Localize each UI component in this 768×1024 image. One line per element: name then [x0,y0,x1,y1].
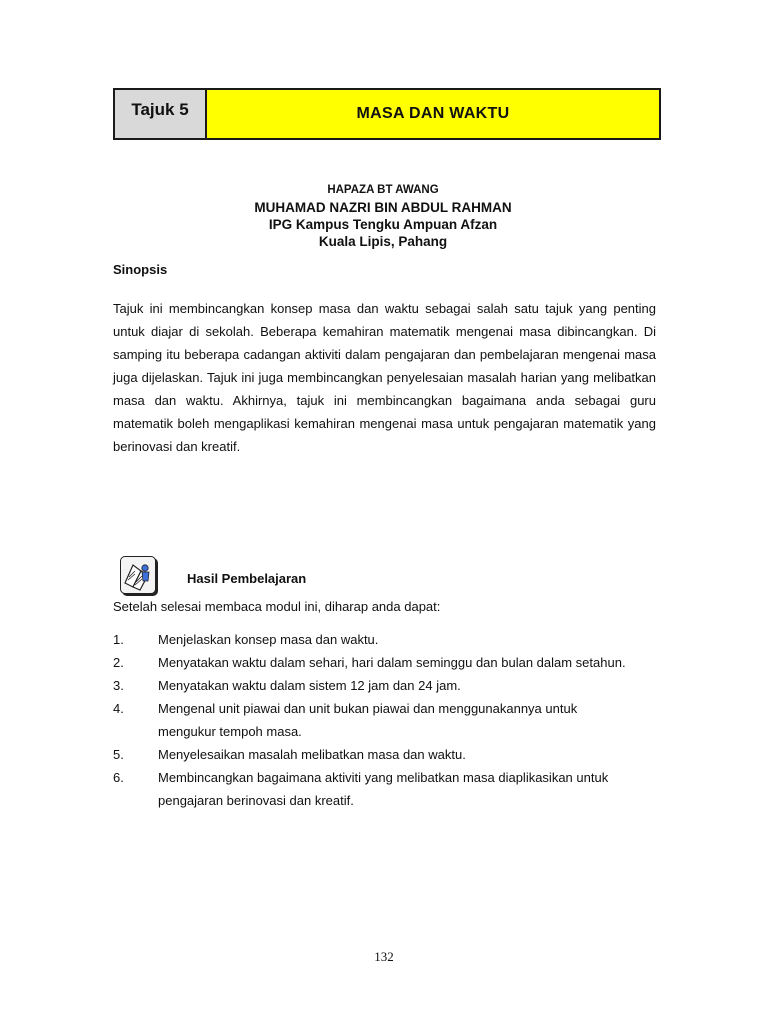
topic-title: MASA DAN WAKTU [207,90,659,138]
author-first: HAPAZA BT AWANG [327,184,439,196]
list-item-number: 6. [113,770,124,785]
synopsis-heading: Sinopsis [113,262,168,277]
list-item-text: Menyatakan waktu dalam sistem 12 jam dan 24 jam. [158,678,461,693]
list-item-number: 4. [113,701,124,716]
list-item [113,651,673,674]
list-item [113,743,673,766]
author-institution: IPG Kampus Tengku Ampuan Afzan [268,217,498,232]
page-number: 132 [374,949,394,964]
author-block [113,199,653,250]
list-item [113,766,673,812]
book-reading-icon [120,556,156,594]
list-item [113,628,673,651]
list-item-text: Menyelesaikan masalah melibatkan masa dan waktu. [158,747,466,762]
list-item-text: Menjelaskan konsep masa dan waktu. [158,632,379,647]
list-item-number: 1. [113,632,124,647]
author-second: MUHAMAD NAZRI BIN ABDUL RAHMAN [254,200,512,215]
list-item [113,697,673,743]
list-item-text: Membincangkan bagaimana aktiviti yang melibatkan masa diaplikasikan untuk pengajaran berinovasi dan kreatif. [158,770,609,808]
list-item-text: Mengenal unit piawai dan unit bukan piawai dan menggunakannya untuk mengukur tempoh masa. [158,701,578,739]
outcomes-heading: Hasil Pembelajaran [187,571,307,586]
list-item-number: 2. [113,655,124,670]
topic-label: Tajuk 5 [131,100,189,119]
list-item-number: 3. [113,678,124,693]
synopsis-body: Tajuk ini membincangkan konsep masa dan waktu sebagai salah satu tajuk yang penting untuk diajar di sekolah. Beberapa kemahiran matematik mengenai masa dibincangkan. Di samping itu beberapa cadangan aktiviti dalam pengajaran dan pembelajaran mengenai masa juga dijelaskan. Tajuk ini juga membincangkan penyelesaian masalah harian yang melibatkan masa dan waktu. Akhirnya, tajuk ini membincangkan bagaimana anda sebagai guru matematik boleh mengaplikasi kemahiran mengenai masa untuk pengajaran matematik yang berinovasi dan kreatif. [113,301,656,454]
author-location: Kuala Lipis, Pahang [318,234,448,249]
list-item-number: 5. [113,747,124,762]
outcomes-list [113,628,673,812]
outcomes-intro: Setelah selesai membaca modul ini, diharap anda dapat: [113,599,441,614]
topic-header [113,88,661,140]
list-item [113,674,673,697]
topic-label-cell [115,90,207,138]
list-item-text: Menyatakan waktu dalam sehari, hari dalam seminggu dan bulan dalam setahun. [158,655,626,670]
